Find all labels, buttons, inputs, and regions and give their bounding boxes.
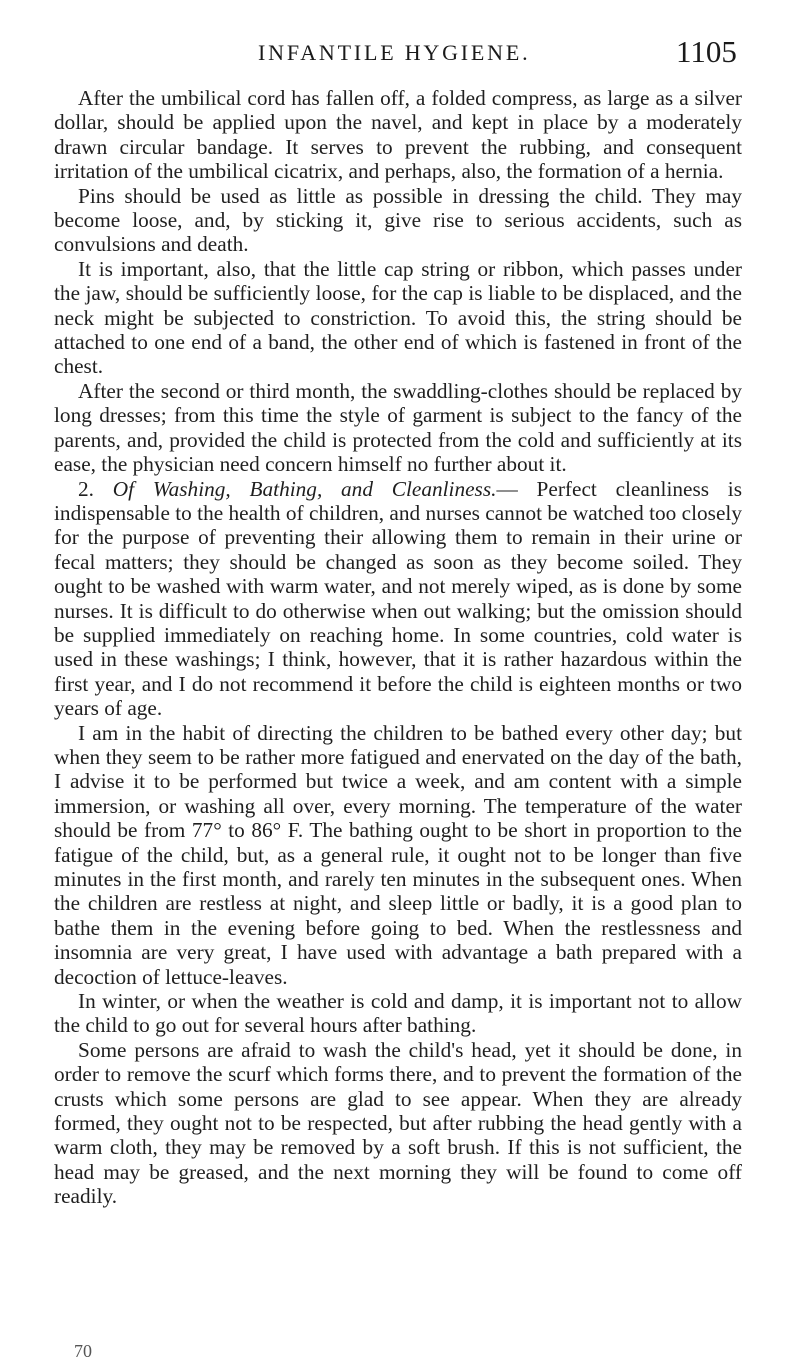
paragraph-winter: In winter, or when the weather is cold and damp, it is important not to allow the child to go out for several hours after bathing. <box>54 989 742 1038</box>
paragraph-washing-section <box>54 477 742 721</box>
section-text: — Perfect cleanliness is indispensable to the health of children, and nurses cannot be watched too closely for the purpose of preventing their allowing them to remain in their urine or fecal matters; they should be changed as soon as they become soiled. They ought to be washed with warm water, and not merely wiped, as is done by some nurses. It is difficult to do otherwise when out walking; but the omission should be supplied immediately on reaching home. In some countries, cold water is used in these washings; I think, however, that it is rather hazardous within the first year, and I do not recommend it before the child is eighteen months or two years of age. <box>54 476 743 721</box>
paragraph-bathing: I am in the habit of directing the children to be bathed every other day; but when they seem to be rather more fatigued and enervated on the day of the bath, I advise it to be performed but twice a week, and am content with a simple immersion, or washing all over, every morning. The temperature of the water should be from 77° to 86° F. The bathing ought to be short in proportion to the fatigue of the child, but, as a general rule, it ought not to be longer than five minutes in the first month, and rarely ten minutes in the subsequent ones. When the children are restless at night, and sleep little or badly, it is a good plan to bathe them in the evening before going to bed. When the restlessness and insomnia are very great, I have used with advantage a bath prepared with a decoction of lettuce-leaves. <box>54 720 742 989</box>
paragraph-pins: Pins should be used as little as possible in dressing the child. They may become loose, and, by sticking it, give rise to serious accidents, such as convulsions and death. <box>54 183 742 257</box>
section-number: 2. <box>78 476 94 501</box>
section-heading: Of Washing, Bathing, and Cleanliness. <box>112 476 497 501</box>
running-head <box>0 32 800 72</box>
page-number: 1105 <box>676 34 737 69</box>
signature-mark: 70 <box>74 1341 92 1361</box>
paragraph-head-washing: Some persons are afraid to wash the child's head, yet it should be done, in order to remove the scurf which forms there, and to prevent the formation of the crusts which some persons are glad to see appear. When they are already formed, they ought not to be respected, but after rubbing the head gently with a warm cloth, they may be removed by a soft brush. If this is not sufficient, the head may be greased, and the next morning they will be found to come off readily. <box>54 1037 742 1209</box>
paragraph-cap-string: It is important, also, that the little cap string or ribbon, which passes under the jaw, should be sufficiently loose, for the cap is liable to be displaced, and the neck might be subjected to constriction. To avoid this, the string should be attached to one end of a band, the other end of which is fastened in front of the chest. <box>54 256 742 379</box>
body-text <box>54 86 742 1209</box>
paragraph-umbilical-compress: After the umbilical cord has fallen off, a folded compress, as large as a silver dollar, should be applied upon the navel, and kept in place by a moderately drawn circular bandage. It serves to prevent the rubbing, and consequent irritation of the umbilical cicatrix, and perhaps, also, the formation of a hernia. <box>54 86 742 184</box>
paragraph-swaddling-clothes: After the second or third month, the swaddling-clothes should be replaced by long dresses; from this time the style of garment is subject to the fancy of the parents, and, provided the child is protected from the cold and sufficiently at its ease, the physician need concern himself no further about it. <box>54 378 742 477</box>
running-title: INFANTILE HYGIENE. <box>258 40 531 65</box>
